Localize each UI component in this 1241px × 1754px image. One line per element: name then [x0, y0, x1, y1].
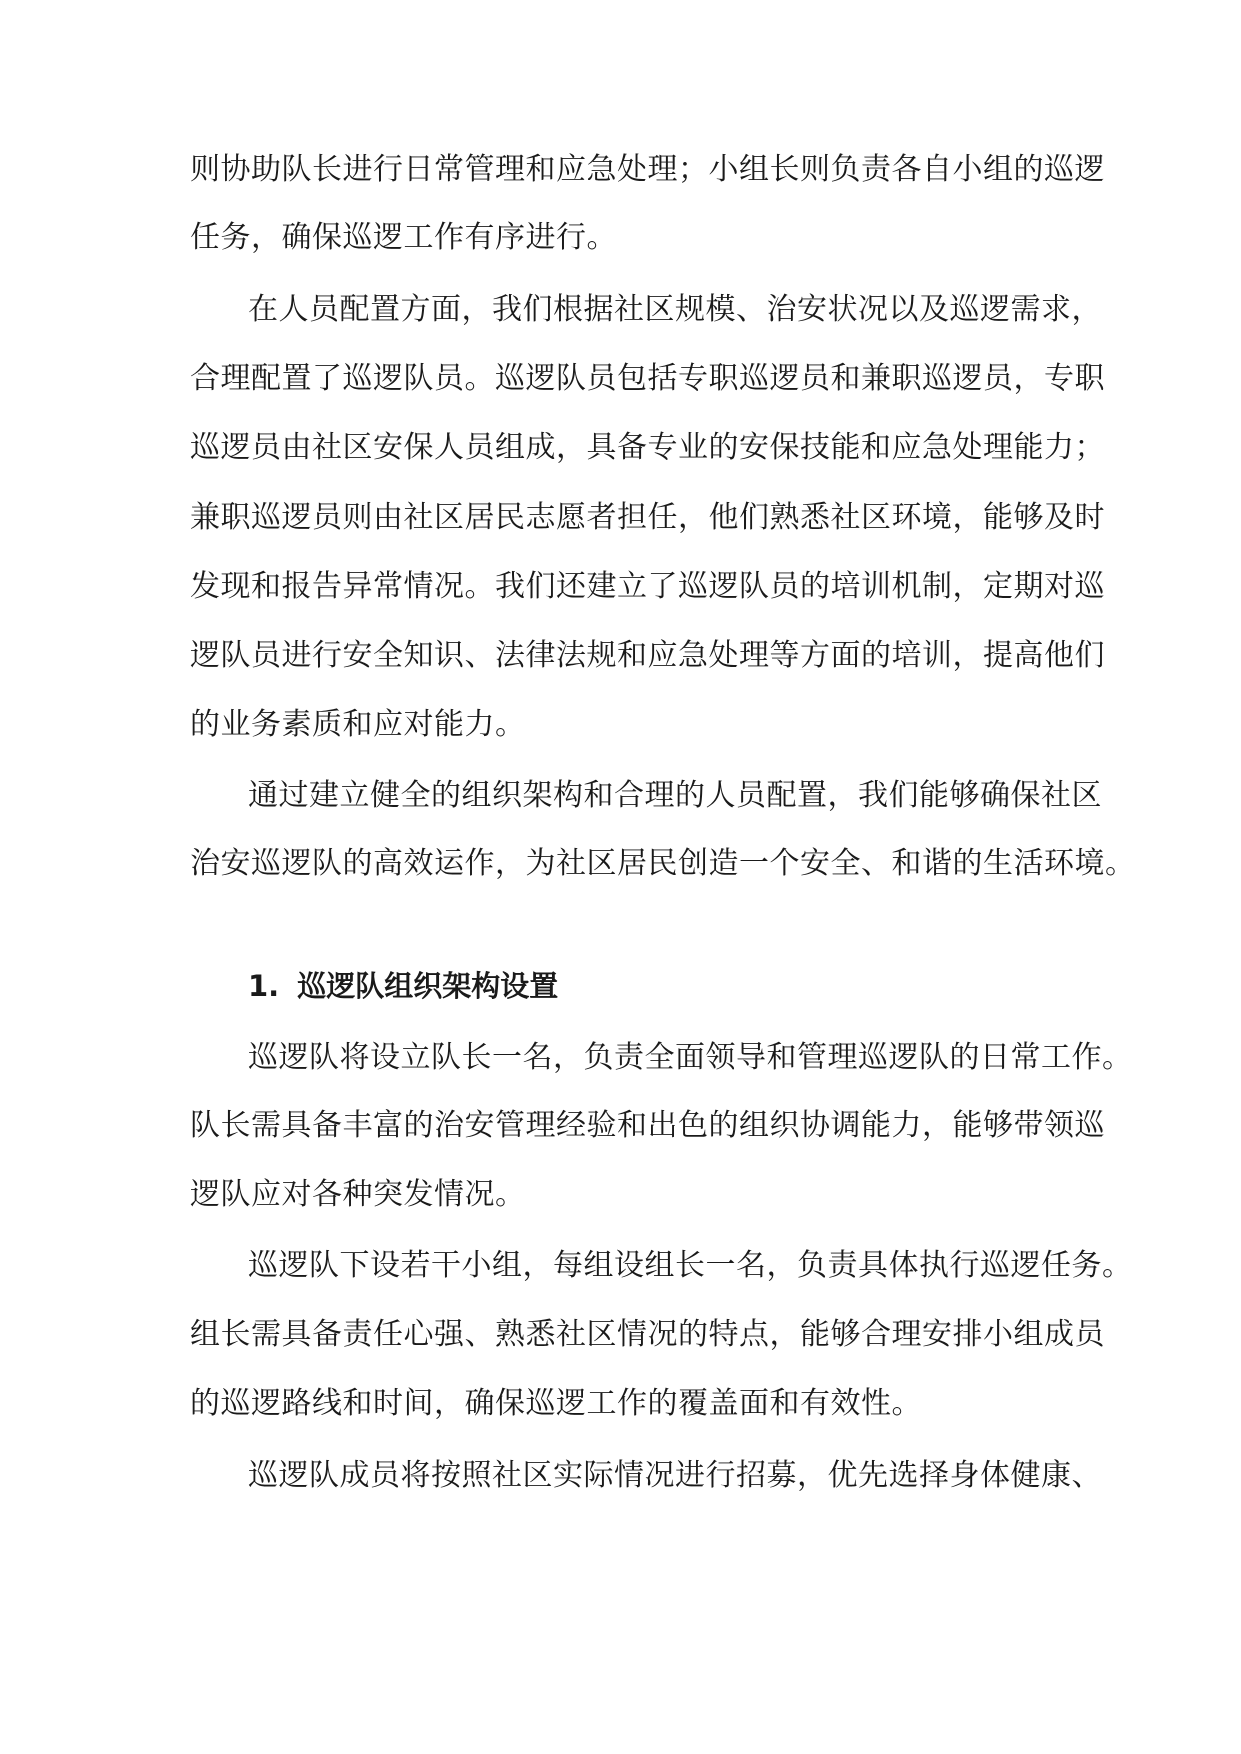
paragraph-line: 的巡逻路线和时间，确保巡逻工作的覆盖面和有效性。	[190, 1386, 922, 1421]
paragraph-line: 逻队员进行安全知识、法律法规和应急处理等方面的培训，提高他们	[190, 638, 1105, 673]
paragraph-line: 巡逻员由社区安保人员组成，具备专业的安保技能和应急处理能力；	[190, 430, 1105, 465]
paragraph-line: 合理配置了巡逻队员。巡逻队员包括专职巡逻员和兼职巡逻员，专职	[190, 361, 1105, 396]
paragraph-line: 队长需具备丰富的治安管理经验和出色的组织协调能力，能够带领巡	[190, 1108, 1105, 1143]
heading-number: 1.	[248, 969, 280, 1003]
paragraph-line: 任务，确保巡逻工作有序进行。	[190, 220, 617, 255]
paragraph-line: 的业务素质和应对能力。	[190, 707, 526, 742]
paragraph-line: 巡逻队成员将按照社区实际情况进行招募，优先选择身体健康、	[248, 1458, 1102, 1493]
paragraph-line: 组长需具备责任心强、熟悉社区情况的特点，能够合理安排小组成员	[190, 1317, 1105, 1352]
paragraph-line: 巡逻队将设立队长一名，负责全面领导和管理巡逻队的日常工作。	[248, 1040, 1133, 1075]
paragraph-line: 通过建立健全的组织架构和合理的人员配置，我们能够确保社区	[248, 778, 1102, 813]
paragraph-line: 则协助队长进行日常管理和应急处理；小组长则负责各自小组的巡逻	[190, 152, 1105, 187]
section-heading	[248, 962, 1148, 1010]
paragraph-line: 治安巡逻队的高效运作，为社区居民创造一个安全、和谐的生活环境。	[190, 846, 1136, 881]
paragraph-line: 发现和报告异常情况。我们还建立了巡逻队员的培训机制，定期对巡	[190, 569, 1105, 604]
paragraph-line: 逻队应对各种突发情况。	[190, 1177, 526, 1212]
paragraph-line: 兼职巡逻员则由社区居民志愿者担任，他们熟悉社区环境，能够及时	[190, 500, 1105, 535]
paragraph-line: 在人员配置方面，我们根据社区规模、治安状况以及巡逻需求，	[248, 292, 1102, 327]
paragraph-line: 巡逻队下设若干小组，每组设组长一名，负责具体执行巡逻任务。	[248, 1248, 1133, 1283]
heading-title: 巡逻队组织架构设置	[297, 969, 559, 1003]
